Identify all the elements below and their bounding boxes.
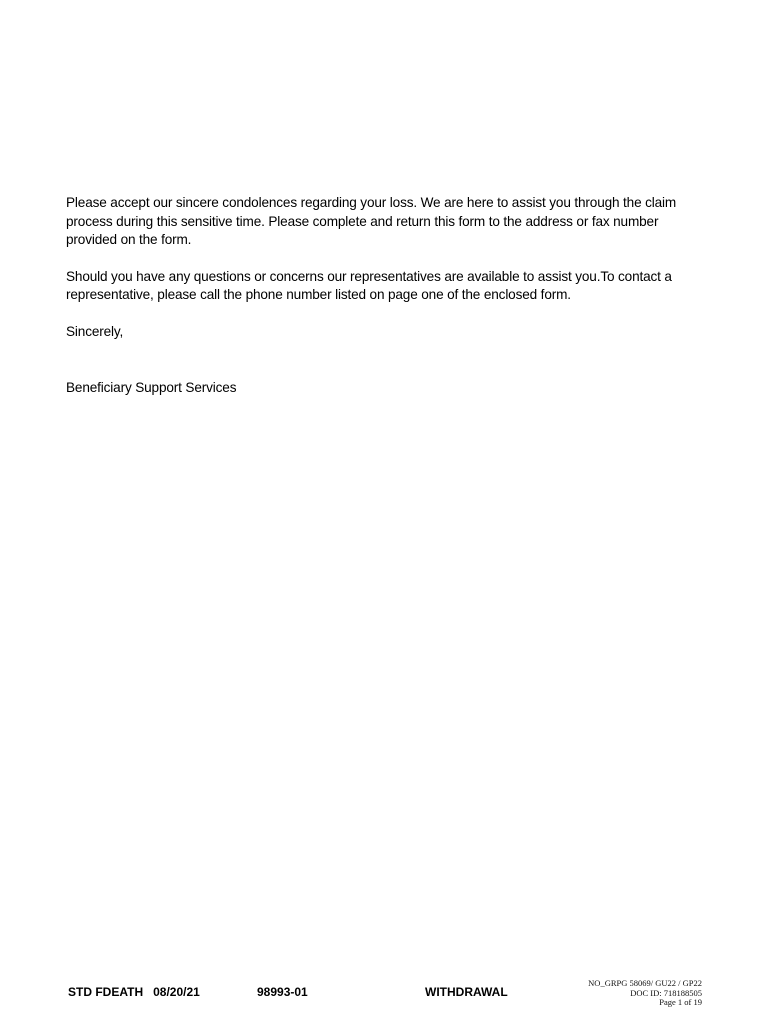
letter-paragraph-contact: Should you have any questions or concerns our representatives are available to assist you.To contact a representative, please call the phone number listed on page one of the enclosed form. xyxy=(66,268,672,302)
footer-doc-id: DOC ID: 718188505 xyxy=(630,987,702,998)
footer-page-info: Page 1 of 19 xyxy=(659,997,702,1007)
letter-closing: Sincerely, xyxy=(66,323,124,339)
footer-document-info xyxy=(588,979,702,1008)
footer-group-line: NO_GRPG 58069/ GU22 / GP22 xyxy=(588,978,702,988)
footer-form-number: 98993-01 xyxy=(257,985,308,999)
footer-form-code-text: STD FDEATH xyxy=(68,985,144,999)
letter-paragraph-condolences: Please accept our sincere condolences regarding your loss. We are here to assist you through the claim process during this sensitive time. Please complete and return this form to the address or fax number provided on the form. xyxy=(66,195,677,247)
footer-form-date: 08/20/21 xyxy=(153,985,200,999)
letter-body xyxy=(66,194,711,341)
letter-signature: Beneficiary Support Services xyxy=(66,380,237,395)
footer-form-type: WITHDRAWAL xyxy=(425,985,508,999)
footer-form-code xyxy=(68,985,200,1000)
